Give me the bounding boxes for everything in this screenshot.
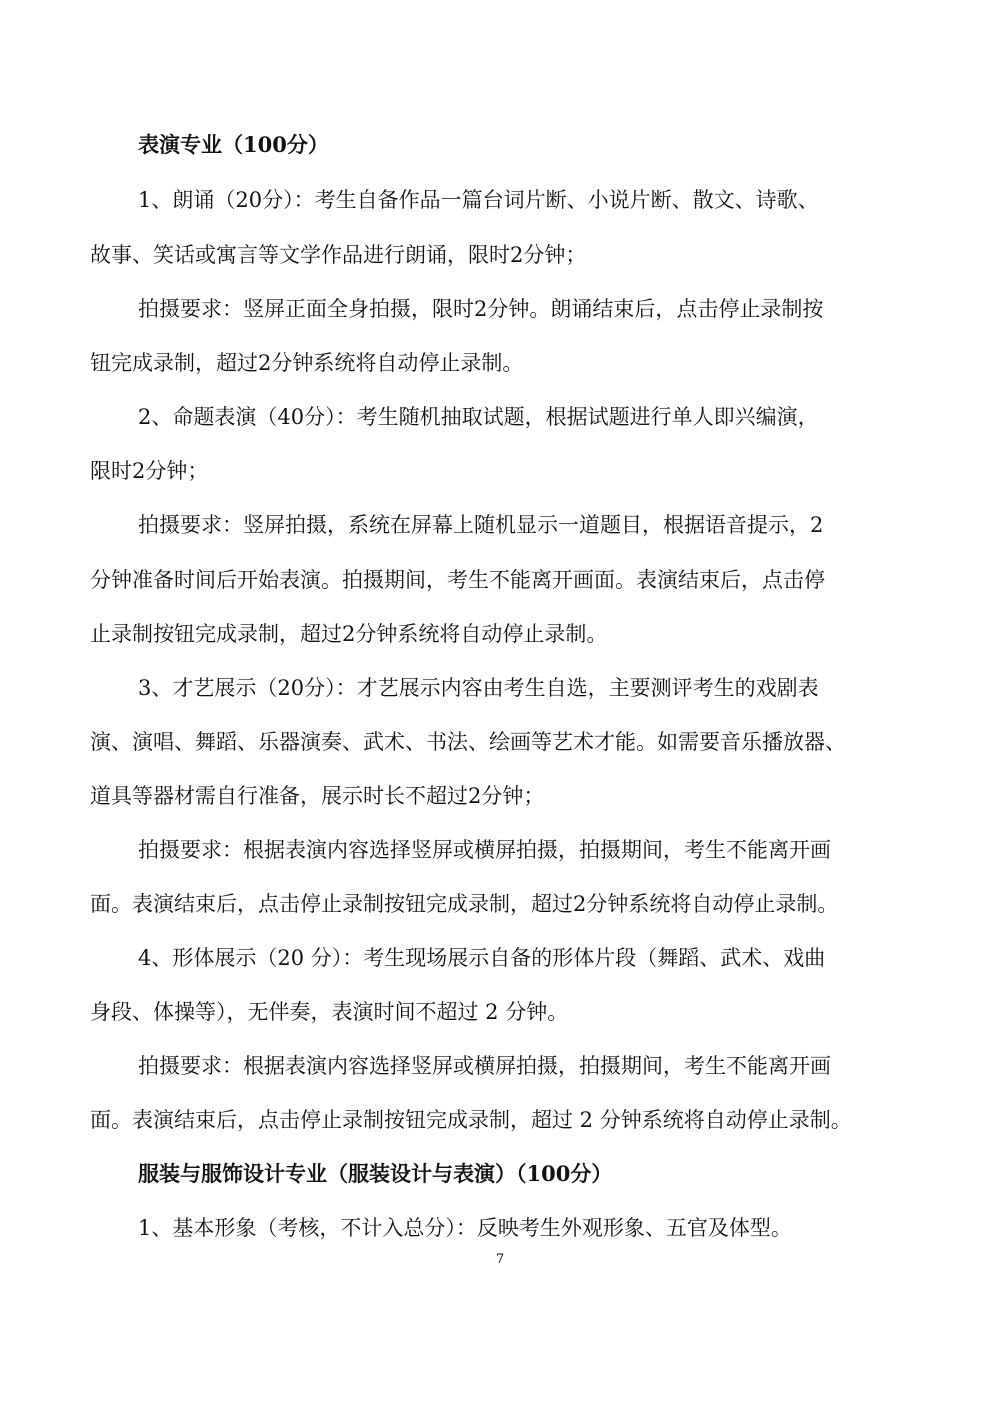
paragraph-line: 钮完成录制，超过2分钟系统将自动停止录制。 xyxy=(90,351,524,375)
section-heading-fashion-design: 服装与服饰设计专业（服装设计与表演）（100分） xyxy=(138,1161,613,1186)
paragraph-line: 2、命题表演（40分）：考生随机抽取试题，根据试题进行单人即兴编演， xyxy=(138,405,819,429)
paragraph-line: 3、才艺展示（20分）：才艺展示内容由考生自选，主要测评考生的戏剧表 xyxy=(138,676,819,700)
paragraph-line: 面。表演结束后，点击停止录制按钮完成录制，超过 2 分钟系统将自动停止录制。 xyxy=(90,1108,852,1132)
paragraph-line: 面。表演结束后，点击停止录制按钮完成录制，超过2分钟系统将自动停止录制。 xyxy=(90,892,839,916)
paragraph-line: 演、演唱、舞蹈、乐器演奏、武术、书法、绘画等艺术才能。如需要音乐播放器、 xyxy=(90,730,846,754)
paragraph-line: 限时2分钟； xyxy=(90,459,209,483)
paragraph-line: 拍摄要求：根据表演内容选择竖屏或横屏拍摄，拍摄期间，考生不能离开画 xyxy=(138,838,831,862)
paragraph-line: 1、朗诵（20分）：考生自备作品一篇台词片断、小说片断、散文、诗歌、 xyxy=(138,188,819,212)
paragraph-line: 1、基本形象（考核，不计入总分）：反映考生外观形象、五官及体型。 xyxy=(138,1216,792,1240)
paragraph-line: 故事、笑话或寓言等文学作品进行朗诵，限时2分钟； xyxy=(90,243,587,267)
paragraph-line: 4、形体展示（20 分）：考生现场展示自备的形体片段（舞蹈、武术、戏曲 xyxy=(138,946,826,970)
paragraph-line: 身段、体操等），无伴奏，表演时间不超过 2 分钟。 xyxy=(90,1000,569,1024)
paragraph-line: 拍摄要求：竖屏正面全身拍摄，限时2分钟。朗诵结束后，点击停止录制按 xyxy=(138,297,824,321)
section-heading-performance: 表演专业（100分） xyxy=(138,132,329,157)
paragraph-line: 道具等器材需自行准备，展示时长不超过2分钟； xyxy=(90,784,545,808)
paragraph-line: 止录制按钮完成录制，超过2分钟系统将自动停止录制。 xyxy=(90,622,608,646)
paragraph-line: 分钟准备时间后开始表演。拍摄期间，考生不能离开画面。表演结束后，点击停 xyxy=(90,568,825,592)
paragraph-line: 拍摄要求：根据表演内容选择竖屏或横屏拍摄，拍摄期间，考生不能离开画 xyxy=(138,1054,831,1078)
page-number: 7 xyxy=(495,1252,505,1267)
paragraph-line: 拍摄要求：竖屏拍摄，系统在屏幕上随机显示一道题目，根据语音提示，2 xyxy=(138,513,824,537)
